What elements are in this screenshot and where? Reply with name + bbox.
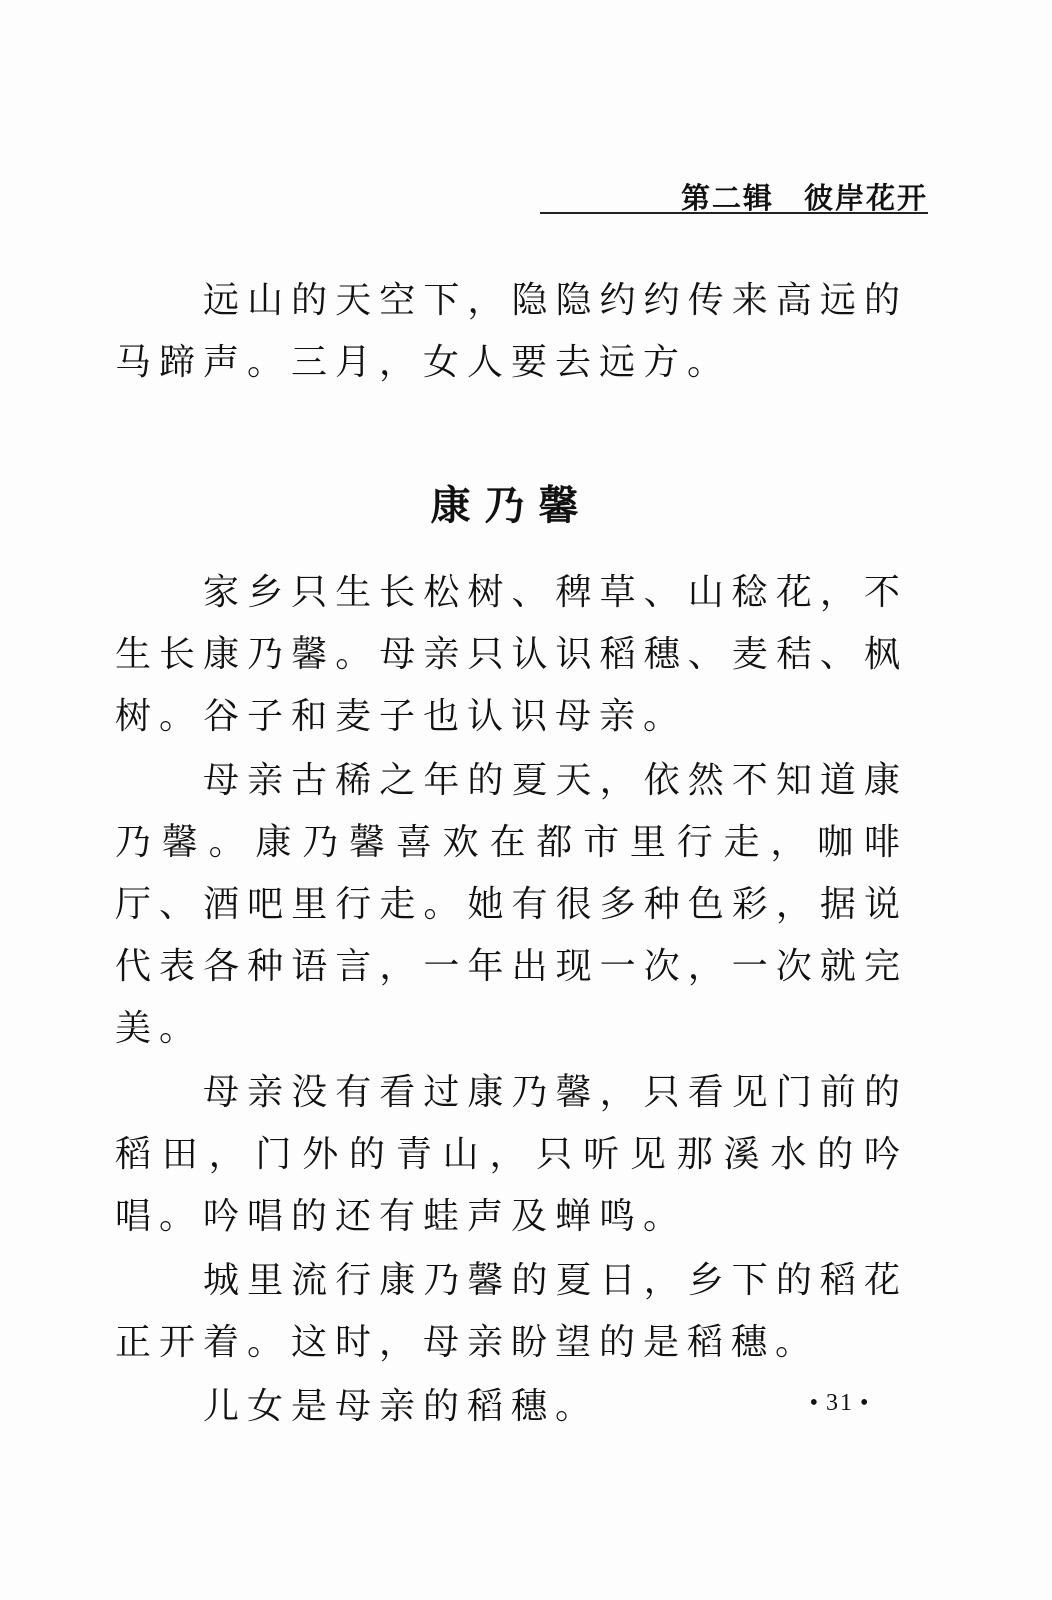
paragraph-continued: 远山的天空下，隐隐约约传来高远的马蹄声。三月，女人要去远方。	[115, 280, 908, 383]
paragraph: 儿女是母亲的稻穗。	[203, 1386, 600, 1427]
header-rule	[540, 212, 928, 214]
page-number	[790, 1390, 890, 1417]
paragraph: 母亲古稀之年的夏天，依然不知道康乃馨。康乃馨喜欢在都市里行走，咖啡厅、酒吧里行走。她有很多种色彩，据说代表各种语言，一年出现一次，一次就完美。	[115, 760, 908, 1049]
header-title: 彼岸花开	[803, 181, 928, 215]
body-text	[115, 270, 908, 1438]
paragraph: 母亲没有看过康乃馨，只看见门前的稻田，门外的青山，只听见那溪水的吟唱。吟唱的还有蛙声及蝉鸣。	[115, 1072, 908, 1237]
running-header	[540, 176, 928, 217]
folio-dot-left: •	[809, 1390, 820, 1416]
folio-dot-right: •	[860, 1390, 871, 1416]
paragraph: 家乡只生长松树、稗草、山稔花，不生长康乃馨。母亲只认识稻穗、麦秸、枫树。谷子和麦子也认识母亲。	[115, 572, 908, 737]
page-number-value: 31	[826, 1390, 854, 1416]
article-title: 康乃馨	[430, 483, 593, 529]
header-section: 第二辑	[680, 181, 774, 215]
paragraph: 城里流行康乃馨的夏日，乡下的稻花正开着。这时，母亲盼望的是稻穗。	[115, 1260, 908, 1363]
